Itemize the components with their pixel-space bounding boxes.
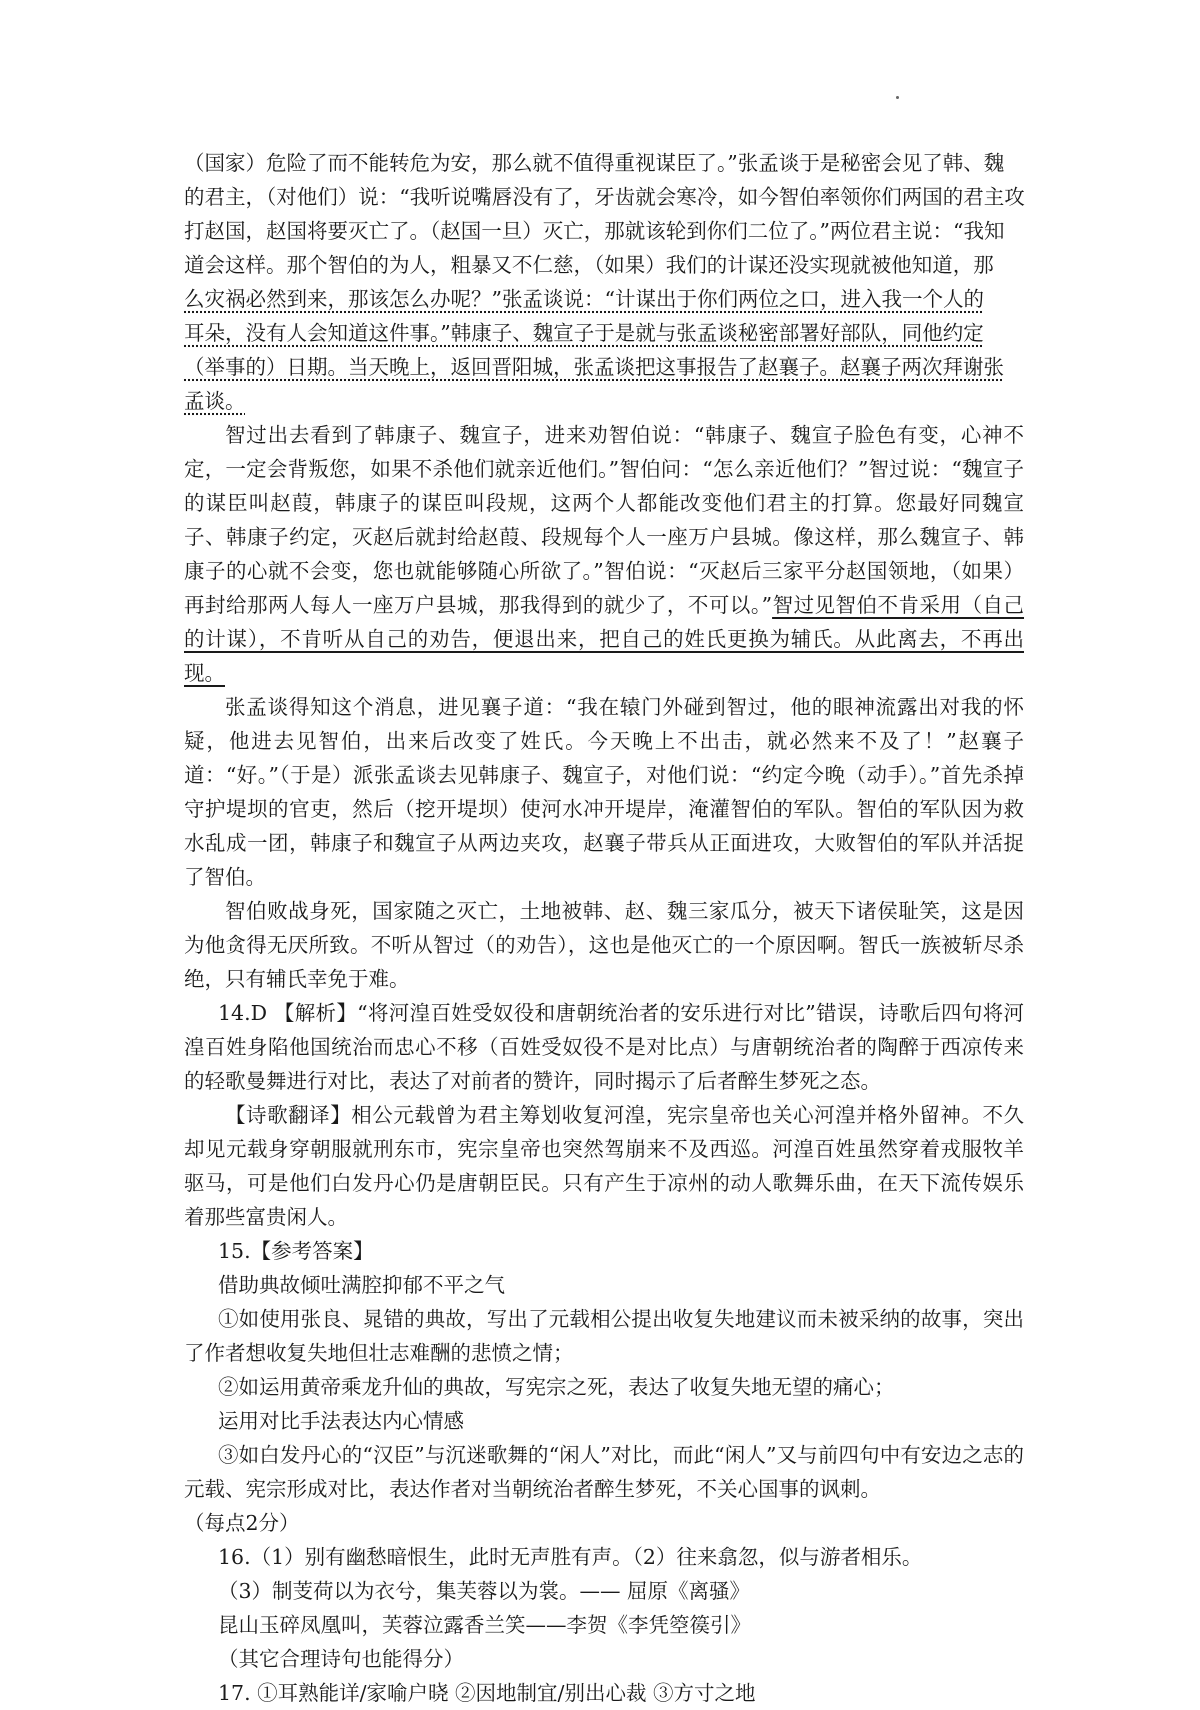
page-mark xyxy=(896,96,899,99)
dotted-underlined-text: （举事的）日期。当天晚上，返回晋阳城，张孟谈把这事报告了赵襄子。赵襄子两次拜谢张 xyxy=(184,355,1004,379)
text-line xyxy=(184,384,1024,418)
answer-15-point: ②如运用黄帝乘龙升仙的典故，写宪宗之死，表达了收复失地无望的痛心； xyxy=(218,1375,895,1399)
text-line: 的君主，（对他们）说：“我听说嘴唇没有了，牙齿就会寒冷，如今智伯率领你们两国的君主攻 xyxy=(184,185,1025,209)
text-line xyxy=(184,316,1024,350)
answer-16-line: 昆山玉碎凤凰叫，芙蓉泣露香兰笑——李贺《李凭箜篌引》 xyxy=(218,1613,751,1637)
answer-16-line: （其它合理诗句也能得分） xyxy=(218,1647,464,1671)
text-line: （国家）危险了而不能转危为安，那么就不值得重视谋臣了。”张孟谈于是秘密会见了韩、魏 xyxy=(184,151,1005,175)
answer-17: 17. ①耳熟能详/家喻户晓 ②因地制宜/别出心裁 ③方寸之地 xyxy=(218,1681,756,1705)
text-line xyxy=(184,350,1024,384)
poem-translation: 【诗歌翻译】相公元载曾为君主筹划收复河湟，宪宗皇帝也关心河湟并格外留神。不久却见元载身穿朝服就刑东市，宪宗皇帝也突然驾崩来不及西巡。河湟百姓虽然穿着戎服牧羊驱马，可是他们白发丹心仍是唐朝臣民。只有产生于凉州的动人歌舞乐曲，在天下流传娱乐着那些富贵闲人。 xyxy=(184,1103,1024,1229)
dotted-underlined-text: 孟谈。 xyxy=(184,389,246,413)
answer-15-score: （每点2分） xyxy=(184,1511,300,1535)
dotted-underlined-text: 耳朵，没有人会知道这件事。”韩康子、魏宣子于是就与张孟谈秘密部署好部队，同他约定 xyxy=(184,321,984,345)
document-body xyxy=(184,146,1024,1710)
answer-15-point: 运用对比手法表达内心情感 xyxy=(218,1409,464,1433)
answer-16-line: 16.（1）别有幽愁暗恨生，此时无声胜有声。（2）往来翕忽，似与游者相乐。 xyxy=(218,1545,923,1569)
text-line: 打赵国，赵国将要灭亡了。（赵国一旦）灭亡，那就该轮到你们二位了。”两位君主说：“我知 xyxy=(184,219,1005,243)
answer-16-line: （3）制芰荷以为衣兮，集芙蓉以为裳。—— 屈原《离骚》 xyxy=(218,1579,751,1603)
dotted-underlined-text: 么灾祸必然到来，那该怎么办呢？”张孟谈说：“计谋出于你们两位之口，进入我一个人的 xyxy=(184,287,984,311)
text-line: 道会这样。那个智伯的为人，粗暴又不仁慈，（如果）我们的计谋还没实现就被他知道，那 xyxy=(184,253,994,277)
translation-paragraph-2 xyxy=(184,418,1024,690)
translation-paragraph-4: 智伯败战身死，国家随之灭亡，土地被韩、赵、魏三家瓜分，被天下诸侯耻笑，这是因为他贪得无厌所致。不听从智过（的劝告），这也是他灭亡的一个原因啊。智氏一族被斩尽杀绝，只有辅氏幸免于难。 xyxy=(184,899,1024,991)
paragraph-text: 智过出去看到了韩康子、魏宣子，进来劝智伯说：“韩康子、魏宣子脸色有变，心神不定，一定会背叛您，如果不杀他们就亲近他们。”智伯问：“怎么亲近他们？”智过说：“魏宣子的谋臣叫赵葭，韩康子的谋臣叫段规，这两个人都能改变他们君主的打算。您最好同魏宣子、韩康子约定，灭赵后就封给赵葭、段规每个人一座万户县城。像这样，那么魏宣子、韩康子的心就不会变，您也就能够随心所欲了。”智伯说：“灭赵后三家平分赵国领地，（如果）再封给那两人每人一座万户县城，那我得到的就少了，不可以。” xyxy=(184,423,1024,617)
answer-14: 14.D 【解析】“将河湟百姓受奴役和唐朝统治者的安乐进行对比”错误，诗歌后四句将河湟百姓身陷他国统治而忠心不移（百姓受奴役不是对比点）与唐朝统治者的陶醉于西凉传来的轻歌曼舞进行对比，表达了对前者的赞许，同时揭示了后者醉生梦死之态。 xyxy=(184,1001,1024,1093)
text-line xyxy=(184,282,1024,316)
answer-15-point: ①如使用张良、晁错的典故，写出了元载相公提出收复失地建议而未被采纳的故事，突出了作者想收复失地但壮志难酬的悲愤之情； xyxy=(184,1307,1024,1365)
answer-15-title: 15.【参考答案】 xyxy=(218,1239,374,1263)
translation-paragraph-1 xyxy=(184,146,1024,418)
answer-15-point: ③如白发丹心的“汉臣”与沉迷歌舞的“闲人”对比，而此“闲人”又与前四句中有安边之志的元载、宪宗形成对比，表达作者对当朝统治者醉生梦死，不关心国事的讽刺。 xyxy=(184,1443,1024,1501)
answer-15-point: 借助典故倾吐满腔抑郁不平之气 xyxy=(218,1273,505,1297)
translation-paragraph-3: 张孟谈得知这个消息，进见襄子道：“我在辕门外碰到智过，他的眼神流露出对我的怀疑，他进去见智伯，出来后改变了姓氏。今天晚上不出击，就必然来不及了！”赵襄子道：“好。”（于是）派张孟谈去见韩康子、魏宣子，对他们说：“约定今晚（动手）。”首先杀掉守护堤坝的官吏，然后（挖开堤坝）使河水冲开堤岸，淹灌智伯的军队。智伯的军队因为救水乱成一团，韩康子和魏宣子从两边夹攻，赵襄子带兵从正面进攻，大败智伯的军队并活捉了智伯。 xyxy=(184,695,1024,889)
underlined-text: 智过见智伯不肯采用（自己的计谋），不肯听从自己的劝告，便退出来，把自己的姓氏更换为辅氏。从此离去，不再出现。 xyxy=(184,593,1025,685)
